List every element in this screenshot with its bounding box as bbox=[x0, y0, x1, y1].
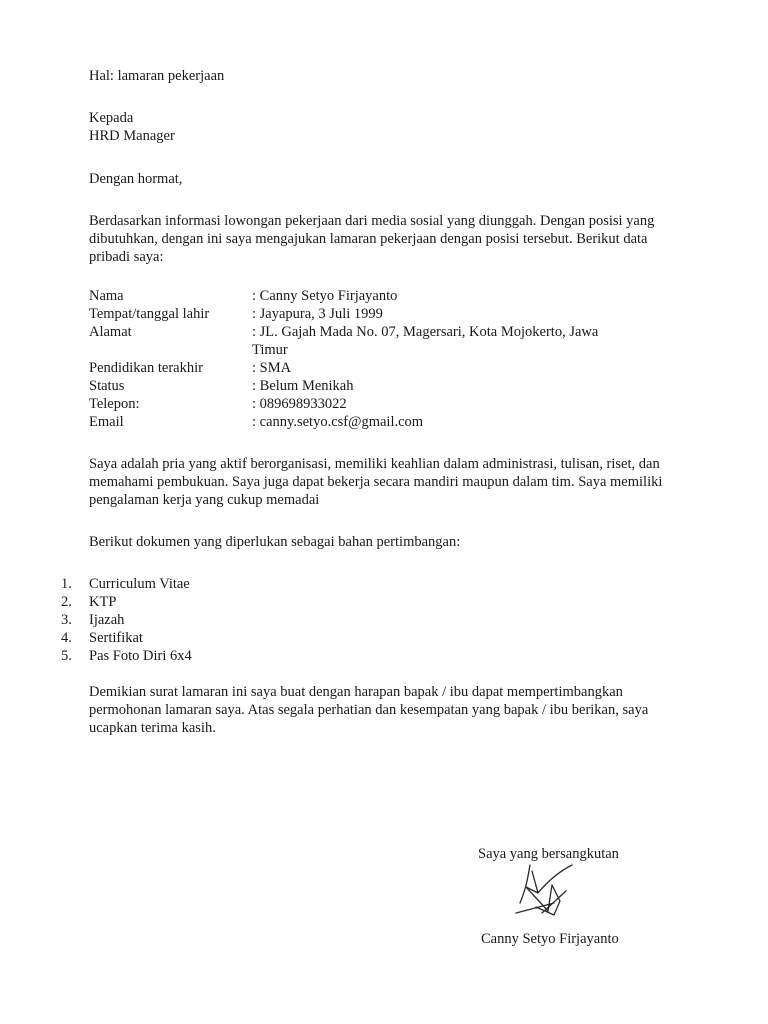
address-line: Timur bbox=[252, 342, 288, 358]
list-number: 1. bbox=[61, 576, 72, 592]
biodata-value: : Canny Setyo Firjayanto bbox=[252, 288, 398, 304]
signer-name: Canny Setyo Firjayanto bbox=[481, 931, 619, 947]
biodata-row bbox=[89, 377, 689, 395]
paragraph-line: pribadi saya: bbox=[89, 249, 164, 265]
list-text: Sertifikat bbox=[89, 630, 143, 646]
paragraph-line: Saya adalah pria yang aktif berorganisasi, memiliki keahlian dalam administrasi, tulisan, riset, dan bbox=[89, 456, 660, 472]
list-item bbox=[61, 593, 192, 611]
biodata-label: Status bbox=[89, 378, 125, 394]
list-text: Pas Foto Diri 6x4 bbox=[89, 648, 192, 664]
intro-paragraph bbox=[89, 212, 689, 266]
biodata-label: Email bbox=[89, 414, 124, 430]
documents-intro bbox=[89, 533, 689, 551]
list-item bbox=[61, 629, 192, 647]
biodata-value: : 089698933022 bbox=[252, 396, 347, 412]
biodata-label: Pendidikan terakhir bbox=[89, 360, 203, 376]
list-item bbox=[61, 647, 192, 665]
biodata-row bbox=[89, 359, 689, 377]
documents-intro-text: Berikut dokumen yang diperlukan sebagai bahan pertimbangan: bbox=[89, 534, 461, 550]
list-text: KTP bbox=[89, 594, 117, 610]
biodata-label: Tempat/tanggal lahir bbox=[89, 306, 210, 322]
biodata-row bbox=[89, 395, 689, 413]
paragraph-line: Berdasarkan informasi lowongan pekerjaan dari media sosial yang diunggah. Dengan posisi yang bbox=[89, 213, 655, 229]
list-item bbox=[61, 611, 192, 629]
recipient-line: HRD Manager bbox=[89, 128, 175, 144]
sign-off: Saya yang bersangkutan bbox=[478, 846, 619, 862]
recipient-block bbox=[89, 109, 689, 145]
biodata-value: : canny.setyo.csf@gmail.com bbox=[252, 414, 424, 430]
list-text: Ijazah bbox=[89, 612, 125, 628]
biodata-value: : Jayapura, 3 Juli 1999 bbox=[252, 306, 383, 322]
biodata-row bbox=[89, 305, 689, 323]
paragraph-line: memahami pembukuan. Saya juga dapat bekerja secara mandiri maupun dalam tim. Saya memiliki bbox=[89, 474, 663, 490]
list-number: 3. bbox=[61, 612, 72, 628]
paragraph-line: dibutuhkan, dengan ini saya mengajukan lamaran pekerjaan dengan posisi tersebut. Berikut data bbox=[89, 231, 648, 247]
list-number: 2. bbox=[61, 594, 72, 610]
biodata-row bbox=[89, 287, 689, 305]
paragraph-line: Demikian surat lamaran ini saya buat dengan harapan bapak / ibu dapat mempertimbangkan bbox=[89, 684, 623, 700]
recipient-line: Kepada bbox=[89, 110, 134, 126]
signature-block bbox=[478, 845, 678, 947]
greeting-text: Dengan hormat, bbox=[89, 171, 183, 187]
biodata-row bbox=[89, 413, 689, 431]
about-paragraph bbox=[89, 455, 689, 509]
list-number: 5. bbox=[61, 648, 72, 664]
list-text: Curriculum Vitae bbox=[89, 576, 190, 592]
biodata-value: : SMA bbox=[252, 360, 292, 376]
subject-line bbox=[89, 67, 689, 85]
subject-text: Hal: lamaran pekerjaan bbox=[89, 68, 225, 84]
biodata-label: Telepon: bbox=[89, 396, 140, 412]
handwritten-signature bbox=[508, 863, 578, 923]
closing-paragraph bbox=[89, 683, 689, 737]
paragraph-line: pengalaman kerja yang cukup memadai bbox=[89, 492, 320, 508]
biodata-value: : Belum Menikah bbox=[252, 378, 354, 394]
biodata-value bbox=[252, 323, 689, 359]
list-item bbox=[61, 575, 192, 593]
biodata-table bbox=[89, 287, 689, 431]
biodata-label: Nama bbox=[89, 288, 124, 304]
paragraph-line: permohonan lamaran saya. Atas segala perhatian dan kesempatan yang bapak / ibu berikan, saya bbox=[89, 702, 649, 718]
address-line: : JL. Gajah Mada No. 07, Magersari, Kota Mojokerto, Jawa bbox=[252, 324, 599, 340]
biodata-label: Alamat bbox=[89, 324, 132, 340]
list-number: 4. bbox=[61, 630, 72, 646]
documents-list bbox=[61, 575, 192, 665]
paragraph-line: ucapkan terima kasih. bbox=[89, 720, 216, 736]
greeting bbox=[89, 170, 689, 188]
biodata-row bbox=[89, 323, 689, 359]
